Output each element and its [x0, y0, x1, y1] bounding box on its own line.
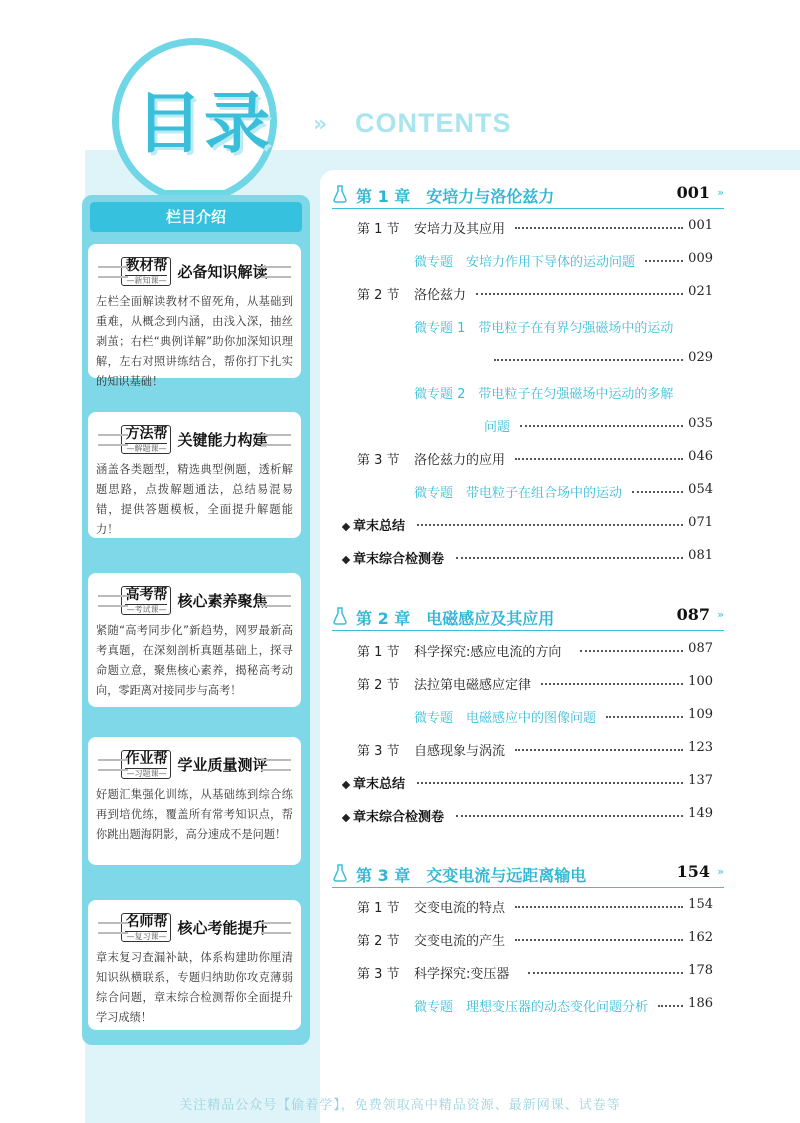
toc-entry[interactable] — [0, 773, 800, 793]
leader-dots — [658, 1005, 683, 1007]
section-title: 洛伦兹力的应用 — [414, 453, 506, 468]
page-number: 100 — [688, 674, 713, 689]
section-title: 科学探究:感应电流的方向 — [414, 645, 562, 660]
toc-chapter-1[interactable] — [332, 184, 724, 209]
section-number: 第 2 节 — [357, 934, 400, 949]
page-title: 目录 — [136, 85, 272, 162]
section-number: 第 3 节 — [357, 453, 400, 468]
double-chevron-icon: » — [717, 865, 724, 878]
section-number: 第 1 节 — [357, 645, 400, 660]
chapter-summary-title: 章末总结 — [343, 515, 405, 534]
card-body: 紧随“高考同步化”新趋势，网罗最新高考真题，在深刻剖析真题基础上，探寻命题立意，聚焦核心素养，揭秘高考动向，零距离对接同步与高考！ — [96, 624, 293, 697]
section-number: 第 2 节 — [357, 288, 400, 303]
section-number: 第 3 节 — [357, 744, 400, 759]
divider-lines-icon — [98, 759, 128, 771]
card-tag-sub: —复习课— — [126, 931, 167, 941]
flask-icon — [332, 185, 348, 203]
toc-entry[interactable] — [0, 806, 800, 826]
leader-dots — [520, 425, 683, 427]
card-body: 左栏全面解读教材不留死角，从基础到重难，从概念到内涵，由浅入深，抽丝剥茧；右栏“典例详解”助你加深知识理解，左右对照讲练结合，帮你打下扎实的知识基础！ — [96, 295, 293, 388]
toc-entry[interactable] — [0, 515, 800, 535]
leader-dots — [515, 458, 683, 460]
chapter-page: 001 — [676, 183, 710, 202]
card-tag-label: 高考帮 — [125, 586, 168, 603]
card-tag-label: 名师帮 — [125, 913, 168, 930]
card-title: 学业质量测评 — [177, 755, 268, 774]
leader-dots — [606, 716, 683, 718]
toc-entry[interactable] — [0, 996, 800, 1016]
page-number: 123 — [688, 740, 713, 755]
toc-entry[interactable] — [0, 284, 800, 304]
card-tag-sub: —习题课— — [126, 768, 167, 778]
card-body: 涵盖各类题型，精选典型例题，透析解题思路，点拨解题通法，总结易混易错，提供答题模板，全面提升解题能力！ — [96, 463, 293, 536]
section-title: 法拉第电磁感应定律 — [414, 678, 532, 693]
card-title: 必备知识解读 — [177, 262, 268, 281]
chapter-page: 154 — [676, 862, 710, 881]
micro-topic-title: 微专题 理想变压器的动态变化问题分析 — [414, 1000, 649, 1015]
leader-dots — [632, 491, 683, 493]
page-number: 046 — [688, 449, 713, 464]
leader-dots — [494, 359, 683, 361]
chapter-title: 第 1 章 安培力与洛伦兹力 — [356, 187, 555, 206]
card-body: 章末复习查漏补缺，体系构建助你厘清知识纵横联系，专题归纳助你攻克薄弱综合问题，章末综合检测帮你全面提升学习成绩！ — [96, 951, 293, 1024]
divider-lines-icon — [261, 595, 291, 607]
chapter-summary-title: 章末总结 — [343, 773, 405, 792]
toc-chapter-2[interactable] — [332, 606, 724, 631]
card-tag-sub: —考试课— — [126, 604, 167, 614]
leader-dots — [515, 227, 683, 229]
leader-dots — [515, 749, 683, 751]
bullet-icon — [342, 555, 350, 563]
card-tag-sub: —新知课— — [126, 275, 167, 285]
section-number: 第 1 节 — [357, 222, 400, 237]
divider-lines-icon — [261, 759, 291, 771]
page-number: 035 — [688, 416, 713, 431]
chapter-page: 087 — [676, 605, 710, 624]
leader-dots — [456, 815, 683, 817]
page-number: 137 — [688, 773, 713, 788]
micro-topic-title: 微专题 2 带电粒子在匀强磁场中运动的多解 — [414, 387, 674, 402]
toc-entry[interactable] — [0, 218, 800, 238]
card-header — [96, 583, 293, 617]
page-number: 009 — [688, 251, 713, 266]
leader-dots — [645, 260, 683, 262]
toc-entry[interactable] — [0, 740, 800, 760]
card-tag-sub: —解题课— — [126, 443, 167, 453]
page-number: 154 — [688, 897, 713, 912]
chapter-summary-title: 章末综合检测卷 — [343, 548, 444, 567]
micro-topic-title: 微专题 1 带电粒子在有界匀强磁场中的运动 — [414, 321, 674, 336]
toc-entry[interactable] — [0, 707, 800, 727]
page-footer: 关注精品公众号【偷着学】，免费领取高中精品资源、最新网课、试卷等 — [179, 1098, 621, 1113]
micro-topic-title: 问题 — [484, 420, 511, 435]
toc-entry[interactable] — [0, 482, 800, 502]
card-tag-label: 教材帮 — [125, 257, 168, 274]
section-number: 第 2 节 — [357, 678, 400, 693]
toc-entry[interactable] — [0, 383, 800, 403]
chapter-title: 第 2 章 电磁感应及其应用 — [356, 609, 555, 628]
section-title: 科学探究:变压器 — [414, 967, 510, 982]
double-chevron-icon: » — [717, 186, 724, 199]
toc-entry[interactable] — [0, 449, 800, 469]
toc-entry[interactable] — [0, 251, 800, 271]
toc-entry[interactable] — [0, 548, 800, 568]
card-title: 核心素养聚焦 — [177, 591, 268, 610]
leader-dots — [528, 972, 683, 974]
toc-entry[interactable] — [0, 930, 800, 950]
section-title: 自感现象与涡流 — [414, 744, 506, 759]
leader-dots — [580, 650, 683, 652]
toc-chapter-3[interactable] — [332, 863, 724, 888]
card-tag-label: 方法帮 — [125, 425, 168, 442]
toc-entry[interactable] — [0, 317, 800, 337]
card-tag — [121, 586, 171, 615]
page-number: 029 — [688, 350, 713, 365]
section-title: 洛伦兹力 — [414, 288, 467, 303]
page-subtitle: CONTENTS — [355, 108, 512, 138]
page-number: 162 — [688, 930, 713, 945]
leader-dots — [476, 293, 683, 295]
leader-dots — [541, 683, 683, 685]
flask-icon — [332, 864, 348, 882]
section-title: 交变电流的特点 — [414, 901, 506, 916]
toc-entry[interactable] — [0, 963, 800, 983]
card-body: 好题汇集强化训练，从基础练到综合练再到培优练，覆盖所有常考知识点，帮你跳出题海阴影，高分速成不是问题！ — [96, 788, 293, 841]
leader-dots — [417, 524, 683, 526]
card-title: 关键能力构建 — [177, 430, 268, 449]
micro-topic-title: 微专题 安培力作用下导体的运动问题 — [414, 255, 636, 270]
page-number: 001 — [688, 218, 713, 233]
bullet-icon — [342, 813, 350, 821]
double-chevron-icon: » — [717, 608, 724, 621]
micro-topic-title: 微专题 电磁感应中的图像问题 — [414, 711, 597, 726]
micro-topic-title: 微专题 带电粒子在组合场中的运动 — [414, 486, 623, 501]
toc-entry[interactable] — [0, 416, 800, 436]
double-chevron-icon: » — [313, 112, 328, 137]
column-intro-heading: 栏目介绍 — [90, 202, 302, 232]
page-number: 178 — [688, 963, 713, 978]
divider-lines-icon — [98, 595, 128, 607]
leader-dots — [417, 782, 683, 784]
section-number: 第 1 节 — [357, 901, 400, 916]
page-number: 021 — [688, 284, 713, 299]
page-number: 087 — [688, 641, 713, 656]
toc-entry[interactable] — [0, 674, 800, 694]
section-number: 第 3 节 — [357, 967, 400, 982]
leader-dots — [515, 939, 683, 941]
page-number: 081 — [688, 548, 713, 563]
page-number: 071 — [688, 515, 713, 530]
flask-icon — [332, 607, 348, 625]
bullet-icon — [342, 522, 350, 530]
toc-entry[interactable] — [0, 350, 800, 370]
page-number: 149 — [688, 806, 713, 821]
leader-dots — [456, 557, 683, 559]
card-tag-label: 作业帮 — [125, 750, 168, 767]
toc-entry[interactable] — [0, 897, 800, 917]
leader-dots — [515, 906, 683, 908]
page-number: 186 — [688, 996, 713, 1011]
section-title: 交变电流的产生 — [414, 934, 506, 949]
page-number: 109 — [688, 707, 713, 722]
bullet-icon — [342, 780, 350, 788]
toc-entry[interactable] — [0, 641, 800, 661]
chapter-title: 第 3 章 交变电流与远距离输电 — [356, 866, 587, 885]
card-title: 核心考能提升 — [177, 918, 268, 937]
section-title: 安培力及其应用 — [414, 222, 506, 237]
chapter-summary-title: 章末综合检测卷 — [343, 806, 444, 825]
page-number: 054 — [688, 482, 713, 497]
